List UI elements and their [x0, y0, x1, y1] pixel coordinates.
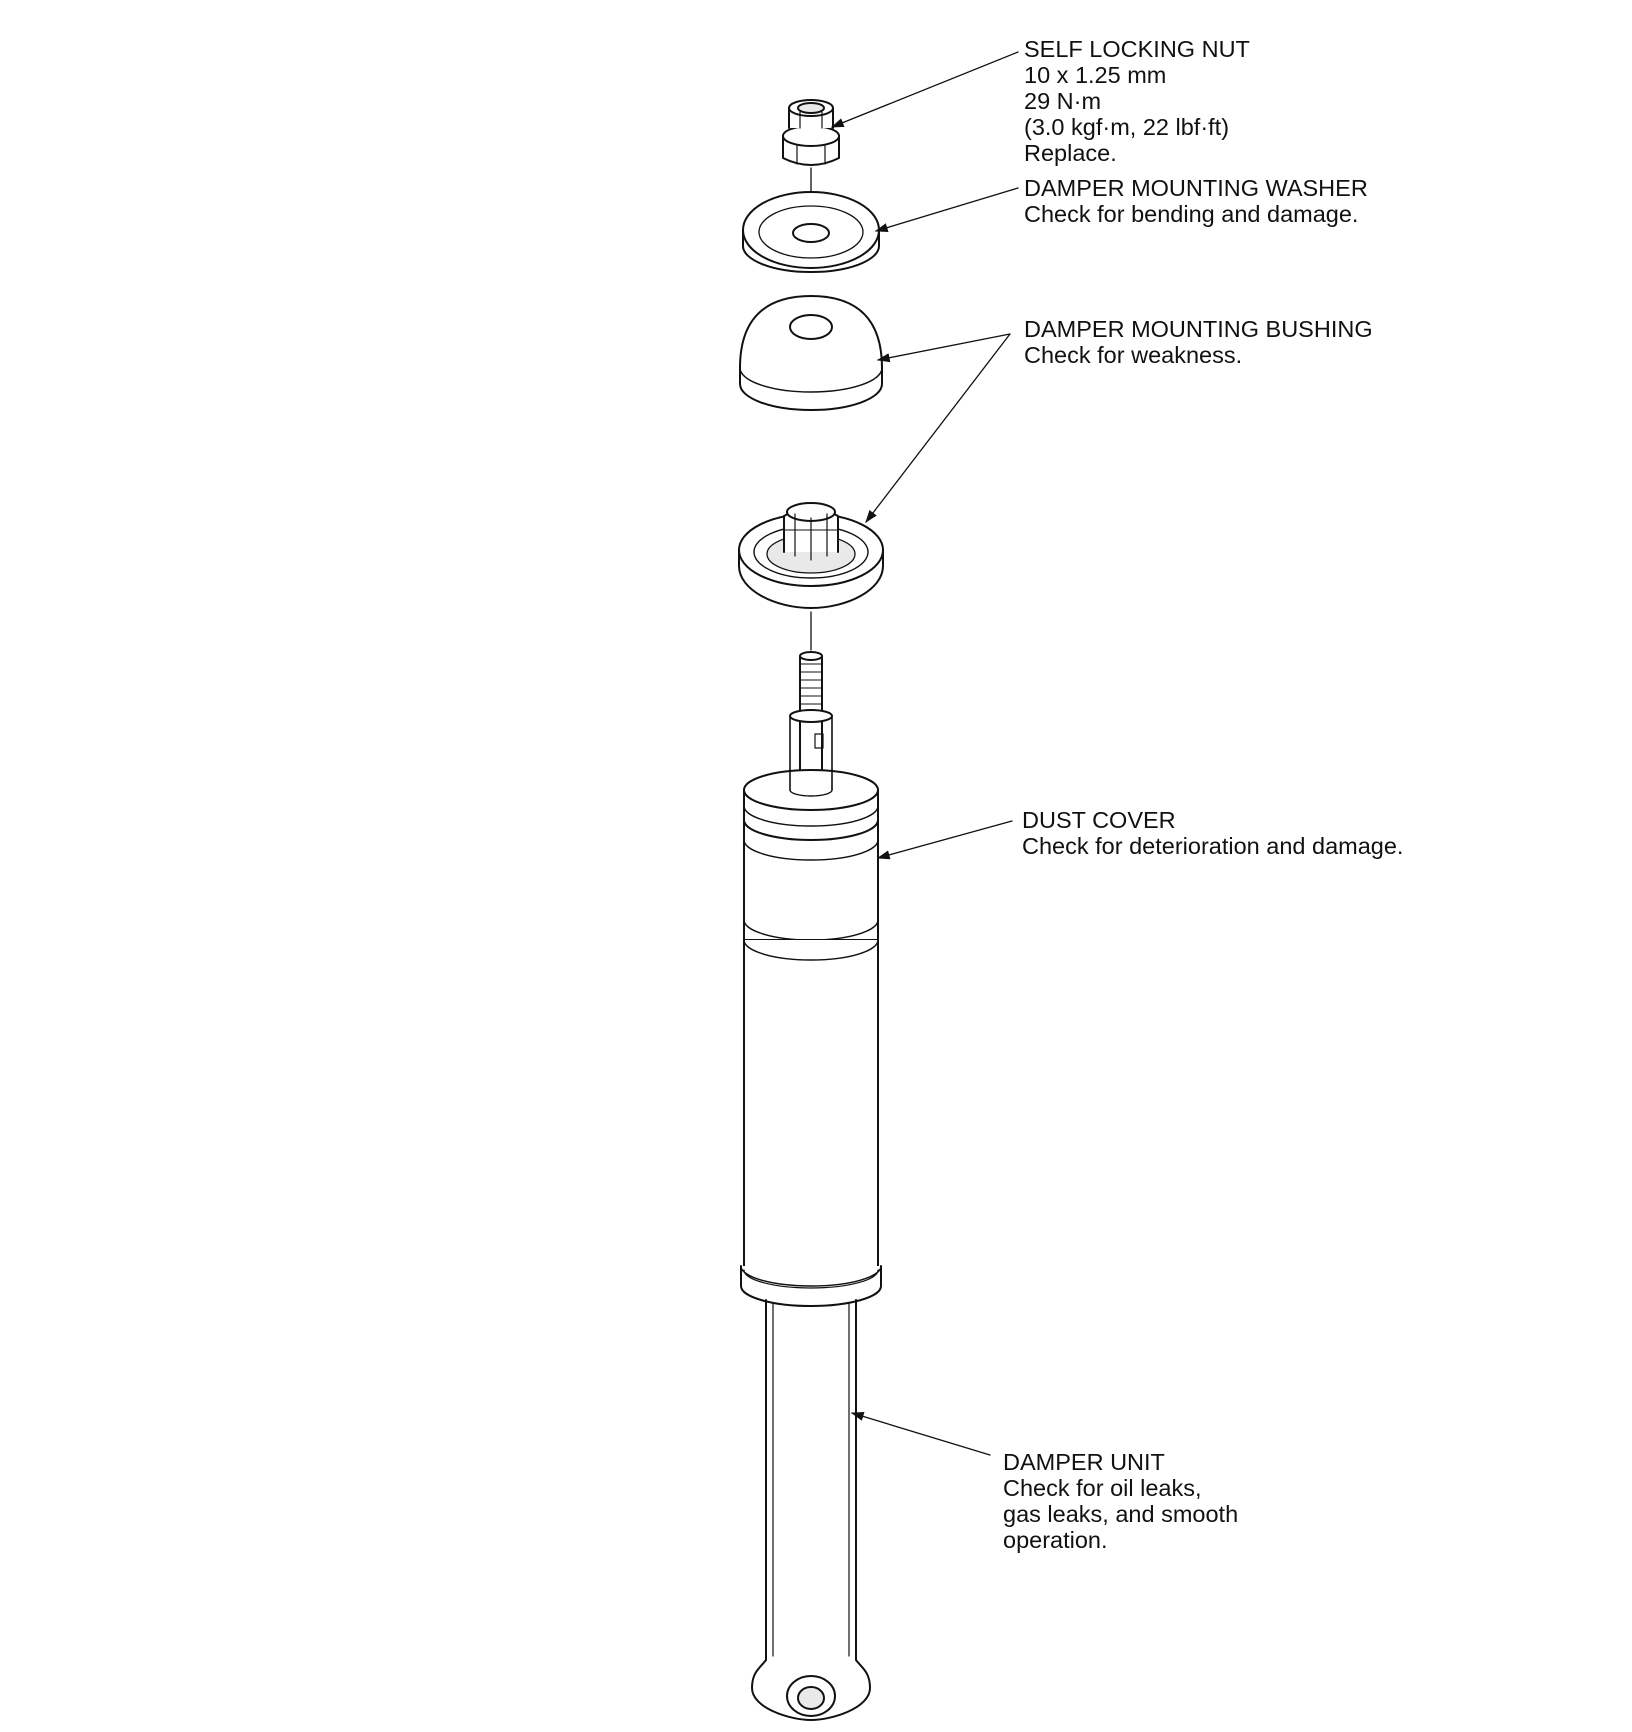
callout-damper-mounting-washer — [1024, 175, 1368, 227]
damper-mounting-washer-part — [743, 192, 879, 272]
callout-note: Check for weakness. — [1024, 342, 1243, 368]
dust-cover-part — [744, 770, 878, 940]
callout-damper-mounting-bushing — [1024, 316, 1373, 368]
callout-self-locking-nut — [1024, 36, 1250, 166]
leader-line-bushing-upper — [878, 334, 1010, 360]
lower-bushing-part — [739, 503, 883, 608]
leader-line-dust-cover — [878, 821, 1012, 858]
callout-title: DAMPER UNIT — [1003, 1449, 1165, 1475]
damper-lower-tube-part — [766, 1300, 856, 1660]
callout-note: Check for deterioration and damage. — [1022, 833, 1404, 859]
callout-title: DUST COVER — [1022, 807, 1176, 833]
self-locking-nut-part — [783, 100, 839, 165]
callout-title: DAMPER MOUNTING BUSHING — [1024, 316, 1373, 342]
leader-line-damper-unit — [852, 1413, 990, 1455]
callout-title: SELF LOCKING NUT — [1024, 36, 1250, 62]
callout-note: Check for bending and damage. — [1024, 201, 1359, 227]
callout-note-line: Check for oil leaks, — [1003, 1475, 1202, 1501]
callout-damper-unit — [1003, 1449, 1238, 1553]
upper-bushing-part — [740, 296, 882, 410]
damper-body-part — [741, 940, 881, 1306]
thread-size-spec: 10 x 1.25 mm — [1024, 62, 1167, 88]
callout-note-line: operation. — [1003, 1527, 1108, 1553]
torque-spec-alt: (3.0 kgf·m, 22 lbf·ft) — [1024, 114, 1230, 140]
leader-line-nut — [832, 52, 1018, 127]
callout-note: Replace. — [1024, 140, 1117, 166]
torque-spec: 29 N·m — [1024, 88, 1102, 114]
callout-dust-cover — [1022, 807, 1403, 859]
callout-note-line: gas leaks, and smooth — [1003, 1501, 1239, 1527]
callout-title: DAMPER MOUNTING WASHER — [1024, 175, 1368, 201]
leader-line-bushing-lower — [866, 334, 1010, 522]
leader-line-washer — [876, 188, 1018, 231]
damper-lower-eye-part — [752, 1660, 870, 1720]
